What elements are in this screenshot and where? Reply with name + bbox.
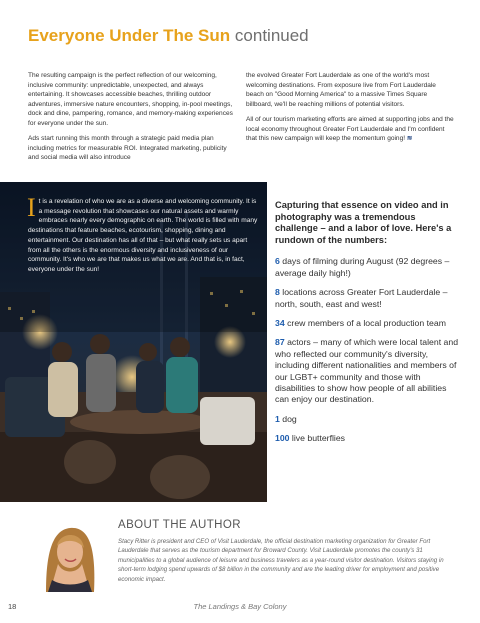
stat-text: live butterflies — [289, 433, 346, 444]
stat-number: 87 — [275, 337, 285, 348]
stat-number: 34 — [275, 318, 285, 328]
author-portrait-illustration — [28, 520, 110, 592]
stat-item — [275, 337, 460, 405]
stat-item — [275, 433, 460, 444]
stats-sidebar — [275, 200, 460, 453]
body-right-paragraph-2-text: All of our tourism marketing efforts are aimed at supporting jobs and the local economy throughout Greater Fort Lauderdale and I'm confident that this new campaign will keep the momentum going! — [246, 116, 454, 143]
stat-number: 100 — [275, 433, 290, 444]
body-left-paragraph-2: Ads start running this month through a strategic paid media plan including metrics for measurable ROI. Integrated marketing, publicity and social media will also introduce — [28, 135, 227, 162]
about-author-heading: ABOUT THE AUTHOR — [118, 519, 241, 531]
footer-publication: The Landings & Bay Colony — [193, 602, 287, 611]
quote-dropcap: I — [27, 193, 36, 222]
stat-item — [275, 287, 460, 310]
pull-quote — [27, 193, 260, 275]
stat-number: 6 — [275, 256, 280, 267]
page-number: 18 — [8, 602, 17, 611]
stat-text: actors – many of which were local talent and who reflected our community's diversity, including different nationalities and members of our LGBT+ community and those with disabilities to show how people of all abilities can enjoy our destination. — [275, 337, 459, 405]
author-bio: Stacy Ritter is president and CEO of Visit Lauderdale, the official destination marketing organization for Greater Fort Lauderdale that serves as the tourism department for Broward County. Visit Lauderdale promotes the county's 31 municipalities to a global audience of leisure and business travelers as a year-round visitor destination. Visitors staying in short-term lodging spend upwards of $8 billion in the community and are the leading driver for employment and positive economic impact. — [118, 538, 444, 583]
page-title — [28, 26, 309, 46]
title-continued: continued — [234, 26, 309, 45]
body-right-paragraph-2 — [246, 115, 454, 144]
body-column-right — [246, 71, 454, 150]
stat-number: 8 — [275, 287, 280, 298]
stat-number: 1 — [275, 413, 280, 424]
author-portrait — [28, 520, 110, 592]
stat-text: crew members of a local production team — [284, 318, 446, 328]
body-column-left — [28, 71, 236, 169]
stat-text: days of filming during August (92 degrees – average daily high!) — [275, 256, 450, 278]
stat-text: dog — [279, 413, 297, 424]
stats-lead: Capturing that essence on video and in photography was a tremendous challenge – and a labor of love. Here's a rundown of the numbers: — [275, 200, 452, 245]
body-left-paragraph-1: The resulting campaign is the perfect reflection of our welcoming, inclusive community: unpredictable, unexpected, and always entertaining. It showcases accessible beaches, thrilling outdoor adventures, immersive nature encounters, shopping, in-pool meetings, dock and dine, pampering, romance, and memory-making experiences for everyone under the sun. — [28, 72, 233, 127]
body-right-paragraph-1: the evolved Greater Fort Lauderdale as one of the world's most welcoming destinations. From exposure live from Fort Lauderdale beach on "Good Morning America" to a massive Times Square billboard, we'll be reaching millions of potential visitors. — [246, 72, 436, 108]
stat-item — [275, 318, 460, 329]
quote-text: t is a revelation of who we are as a diverse and welcoming community. It is a message revolution that showcases our natural assets and warmly embraces nearly every demographic on earth. The world is filled with many destinations that feature beaches, ecotourism, shopping, dining and entertainment. Our destination has all of that – but what really sets us apart from all the others is the enormous diversity and inclusiveness of our community. It's who we are that makes us what we are. And that is, in fact, everyone under the sun! — [28, 198, 258, 273]
stat-item — [275, 256, 460, 279]
title-main: Everyone Under The Sun — [28, 26, 231, 45]
stat-item — [275, 414, 460, 425]
wave-logo-icon: ≋ — [406, 135, 413, 143]
stat-text: locations across Greater Fort Lauderdale – north, south, east and west! — [275, 287, 448, 309]
